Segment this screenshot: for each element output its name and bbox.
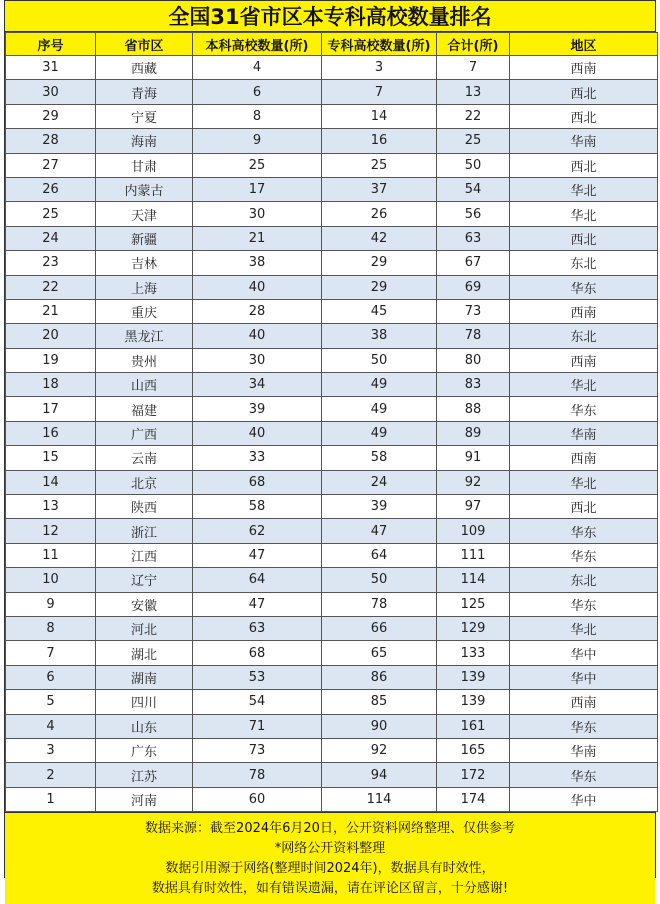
cell-rank: 14 xyxy=(6,470,96,494)
cell-undergrad: 47 xyxy=(193,592,322,616)
cell-province: 湖南 xyxy=(96,665,193,689)
cell-vocational: 50 xyxy=(322,568,437,592)
table-row xyxy=(6,665,658,689)
cell-total: 88 xyxy=(437,397,510,421)
cell-province: 湖北 xyxy=(96,641,193,665)
cell-province: 吉林 xyxy=(96,251,193,275)
cell-rank: 26 xyxy=(6,177,96,201)
table-row xyxy=(6,763,658,787)
cell-undergrad: 30 xyxy=(193,348,322,372)
table-row xyxy=(6,104,658,128)
cell-region: 西南 xyxy=(510,690,658,714)
table-row xyxy=(6,495,658,519)
cell-province: 四川 xyxy=(96,690,193,714)
cell-province: 河北 xyxy=(96,616,193,640)
cell-vocational: 58 xyxy=(322,446,437,470)
cell-undergrad: 6 xyxy=(193,80,322,104)
cell-region: 东北 xyxy=(510,251,658,275)
cell-vocational: 49 xyxy=(322,421,437,445)
cell-rank: 22 xyxy=(6,275,96,299)
cell-province: 浙江 xyxy=(96,519,193,543)
cell-rank: 25 xyxy=(6,202,96,226)
cell-province: 青海 xyxy=(96,80,193,104)
table-row xyxy=(6,202,658,226)
table-row xyxy=(6,592,658,616)
cell-vocational: 24 xyxy=(322,470,437,494)
cell-undergrad: 73 xyxy=(193,738,322,762)
cell-rank: 21 xyxy=(6,299,96,323)
cell-total: 25 xyxy=(437,129,510,153)
cell-region: 华东 xyxy=(510,519,658,543)
cell-vocational: 39 xyxy=(322,495,437,519)
cell-undergrad: 64 xyxy=(193,568,322,592)
cell-rank: 17 xyxy=(6,397,96,421)
cell-vocational: 38 xyxy=(322,324,437,348)
cell-province: 安徽 xyxy=(96,592,193,616)
cell-region: 华北 xyxy=(510,616,658,640)
footer-line: *网络公开资料整理 xyxy=(274,841,386,857)
cell-vocational: 50 xyxy=(322,348,437,372)
cell-region: 东北 xyxy=(510,568,658,592)
cell-vocational: 16 xyxy=(322,129,437,153)
cell-rank: 15 xyxy=(6,446,96,470)
cell-vocational: 14 xyxy=(322,104,437,128)
cell-rank: 29 xyxy=(6,104,96,128)
cell-vocational: 29 xyxy=(322,275,437,299)
cell-province: 甘肃 xyxy=(96,153,193,177)
cell-total: 139 xyxy=(437,690,510,714)
cell-rank: 5 xyxy=(6,690,96,714)
table-row xyxy=(6,543,658,567)
cell-undergrad: 78 xyxy=(193,763,322,787)
cell-total: 174 xyxy=(437,787,510,811)
cell-rank: 23 xyxy=(6,251,96,275)
table-row xyxy=(6,787,658,811)
cell-total: 50 xyxy=(437,153,510,177)
cell-undergrad: 9 xyxy=(193,129,322,153)
table-row xyxy=(6,324,658,348)
cell-province: 江苏 xyxy=(96,763,193,787)
cell-undergrad: 34 xyxy=(193,373,322,397)
footer-notes xyxy=(5,812,655,904)
cell-province: 河南 xyxy=(96,787,193,811)
cell-rank: 30 xyxy=(6,80,96,104)
table-row xyxy=(6,275,658,299)
cell-region: 华中 xyxy=(510,641,658,665)
cell-region: 华南 xyxy=(510,738,658,762)
footer-line: 数据来源：截至2024年6月20日，公开资料网络整理、仅供参考 xyxy=(145,821,515,837)
cell-rank: 2 xyxy=(6,763,96,787)
table-row xyxy=(6,397,658,421)
footer-line: 数据具有时效性，如有错误遗漏，请在评论区留言，十分感谢! xyxy=(151,881,509,897)
cell-total: 13 xyxy=(437,80,510,104)
cell-rank: 28 xyxy=(6,129,96,153)
cell-undergrad: 58 xyxy=(193,495,322,519)
cell-province: 宁夏 xyxy=(96,104,193,128)
cell-region: 西北 xyxy=(510,80,658,104)
cell-region: 西南 xyxy=(510,348,658,372)
cell-province: 上海 xyxy=(96,275,193,299)
cell-region: 华东 xyxy=(510,763,658,787)
table-row xyxy=(6,519,658,543)
cell-total: 89 xyxy=(437,421,510,445)
cell-vocational: 42 xyxy=(322,226,437,250)
sheet-title: 全国31省市区本专科高校数量排名 xyxy=(5,0,655,32)
table-row xyxy=(6,373,658,397)
column-header-total: 合计(所) xyxy=(437,33,510,56)
cell-undergrad: 8 xyxy=(193,104,322,128)
cell-undergrad: 54 xyxy=(193,690,322,714)
table-row xyxy=(6,80,658,104)
table-row xyxy=(6,299,658,323)
cell-undergrad: 4 xyxy=(193,56,322,80)
cell-vocational: 45 xyxy=(322,299,437,323)
cell-vocational: 3 xyxy=(322,56,437,80)
table-row xyxy=(6,470,658,494)
cell-undergrad: 53 xyxy=(193,665,322,689)
cell-vocational: 47 xyxy=(322,519,437,543)
table-row xyxy=(6,348,658,372)
cell-region: 华北 xyxy=(510,177,658,201)
cell-undergrad: 40 xyxy=(193,324,322,348)
cell-rank: 20 xyxy=(6,324,96,348)
cell-total: 63 xyxy=(437,226,510,250)
cell-undergrad: 39 xyxy=(193,397,322,421)
column-header-rank: 序号 xyxy=(6,33,96,56)
cell-region: 西北 xyxy=(510,153,658,177)
cell-rank: 10 xyxy=(6,568,96,592)
cell-total: 125 xyxy=(437,592,510,616)
cell-region: 华中 xyxy=(510,787,658,811)
cell-province: 新疆 xyxy=(96,226,193,250)
cell-total: 161 xyxy=(437,714,510,738)
cell-rank: 11 xyxy=(6,543,96,567)
cell-region: 华东 xyxy=(510,592,658,616)
table-row xyxy=(6,714,658,738)
table-row xyxy=(6,56,658,80)
cell-total: 133 xyxy=(437,641,510,665)
table-body xyxy=(6,56,658,812)
footer-line: 数据引用源于网络(整理时间2024年)，数据具有时效性， xyxy=(165,861,495,877)
cell-total: 78 xyxy=(437,324,510,348)
table-row xyxy=(6,641,658,665)
cell-rank: 12 xyxy=(6,519,96,543)
cell-region: 华东 xyxy=(510,397,658,421)
cell-undergrad: 68 xyxy=(193,470,322,494)
cell-region: 西北 xyxy=(510,226,658,250)
cell-vocational: 94 xyxy=(322,763,437,787)
table-row xyxy=(6,421,658,445)
cell-rank: 8 xyxy=(6,616,96,640)
cell-undergrad: 30 xyxy=(193,202,322,226)
cell-total: 139 xyxy=(437,665,510,689)
cell-total: 165 xyxy=(437,738,510,762)
cell-rank: 27 xyxy=(6,153,96,177)
table-row xyxy=(6,446,658,470)
cell-total: 114 xyxy=(437,568,510,592)
cell-province: 广西 xyxy=(96,421,193,445)
table-row xyxy=(6,153,658,177)
cell-total: 83 xyxy=(437,373,510,397)
column-header-vocational: 专科高校数量(所) xyxy=(322,33,437,56)
cell-rank: 13 xyxy=(6,495,96,519)
cell-vocational: 85 xyxy=(322,690,437,714)
cell-total: 80 xyxy=(437,348,510,372)
cell-province: 北京 xyxy=(96,470,193,494)
cell-rank: 24 xyxy=(6,226,96,250)
table-row xyxy=(6,129,658,153)
cell-total: 129 xyxy=(437,616,510,640)
cell-rank: 6 xyxy=(6,665,96,689)
table-row xyxy=(6,738,658,762)
cell-total: 97 xyxy=(437,495,510,519)
cell-rank: 9 xyxy=(6,592,96,616)
cell-undergrad: 68 xyxy=(193,641,322,665)
cell-vocational: 37 xyxy=(322,177,437,201)
table-header-row xyxy=(6,33,658,56)
cell-province: 福建 xyxy=(96,397,193,421)
cell-undergrad: 47 xyxy=(193,543,322,567)
cell-undergrad: 28 xyxy=(193,299,322,323)
cell-vocational: 26 xyxy=(322,202,437,226)
cell-region: 华东 xyxy=(510,714,658,738)
cell-province: 广东 xyxy=(96,738,193,762)
cell-undergrad: 62 xyxy=(193,519,322,543)
cell-undergrad: 71 xyxy=(193,714,322,738)
cell-total: 109 xyxy=(437,519,510,543)
cell-province: 贵州 xyxy=(96,348,193,372)
cell-undergrad: 33 xyxy=(193,446,322,470)
cell-region: 华中 xyxy=(510,665,658,689)
cell-region: 东北 xyxy=(510,324,658,348)
table-row xyxy=(6,690,658,714)
cell-province: 西藏 xyxy=(96,56,193,80)
cell-vocational: 25 xyxy=(322,153,437,177)
cell-region: 华北 xyxy=(510,470,658,494)
cell-province: 内蒙古 xyxy=(96,177,193,201)
column-header-region: 地区 xyxy=(510,33,658,56)
cell-total: 67 xyxy=(437,251,510,275)
cell-rank: 19 xyxy=(6,348,96,372)
cell-vocational: 78 xyxy=(322,592,437,616)
cell-vocational: 92 xyxy=(322,738,437,762)
cell-undergrad: 17 xyxy=(193,177,322,201)
cell-province: 云南 xyxy=(96,446,193,470)
cell-vocational: 64 xyxy=(322,543,437,567)
table-row xyxy=(6,568,658,592)
table-row xyxy=(6,616,658,640)
cell-rank: 31 xyxy=(6,56,96,80)
cell-undergrad: 40 xyxy=(193,421,322,445)
ranking-sheet xyxy=(4,0,656,897)
cell-total: 56 xyxy=(437,202,510,226)
cell-province: 江西 xyxy=(96,543,193,567)
cell-rank: 7 xyxy=(6,641,96,665)
cell-rank: 16 xyxy=(6,421,96,445)
cell-vocational: 65 xyxy=(322,641,437,665)
cell-total: 91 xyxy=(437,446,510,470)
cell-region: 华东 xyxy=(510,275,658,299)
cell-rank: 1 xyxy=(6,787,96,811)
cell-vocational: 90 xyxy=(322,714,437,738)
cell-undergrad: 21 xyxy=(193,226,322,250)
cell-total: 7 xyxy=(437,56,510,80)
cell-undergrad: 25 xyxy=(193,153,322,177)
cell-rank: 4 xyxy=(6,714,96,738)
cell-undergrad: 63 xyxy=(193,616,322,640)
cell-total: 22 xyxy=(437,104,510,128)
cell-total: 92 xyxy=(437,470,510,494)
cell-rank: 3 xyxy=(6,738,96,762)
cell-vocational: 49 xyxy=(322,373,437,397)
table-row xyxy=(6,251,658,275)
cell-province: 天津 xyxy=(96,202,193,226)
cell-region: 华东 xyxy=(510,543,658,567)
cell-vocational: 66 xyxy=(322,616,437,640)
cell-vocational: 49 xyxy=(322,397,437,421)
cell-total: 111 xyxy=(437,543,510,567)
column-header-province: 省市区 xyxy=(96,33,193,56)
cell-undergrad: 38 xyxy=(193,251,322,275)
cell-vocational: 29 xyxy=(322,251,437,275)
cell-total: 54 xyxy=(437,177,510,201)
cell-province: 海南 xyxy=(96,129,193,153)
cell-rank: 18 xyxy=(6,373,96,397)
cell-region: 华北 xyxy=(510,373,658,397)
cell-region: 西南 xyxy=(510,446,658,470)
table-row xyxy=(6,226,658,250)
cell-region: 华南 xyxy=(510,421,658,445)
cell-province: 陕西 xyxy=(96,495,193,519)
cell-region: 西南 xyxy=(510,299,658,323)
ranking-table xyxy=(5,32,658,812)
cell-total: 69 xyxy=(437,275,510,299)
table-row xyxy=(6,177,658,201)
column-header-undergrad: 本科高校数量(所) xyxy=(193,33,322,56)
cell-total: 73 xyxy=(437,299,510,323)
cell-vocational: 114 xyxy=(322,787,437,811)
cell-province: 山西 xyxy=(96,373,193,397)
cell-vocational: 7 xyxy=(322,80,437,104)
cell-undergrad: 60 xyxy=(193,787,322,811)
cell-undergrad: 40 xyxy=(193,275,322,299)
cell-region: 西北 xyxy=(510,495,658,519)
cell-vocational: 86 xyxy=(322,665,437,689)
cell-province: 重庆 xyxy=(96,299,193,323)
cell-region: 华北 xyxy=(510,202,658,226)
cell-province: 辽宁 xyxy=(96,568,193,592)
cell-region: 华南 xyxy=(510,129,658,153)
cell-region: 西南 xyxy=(510,56,658,80)
cell-total: 172 xyxy=(437,763,510,787)
cell-region: 西北 xyxy=(510,104,658,128)
cell-province: 黑龙江 xyxy=(96,324,193,348)
cell-province: 山东 xyxy=(96,714,193,738)
